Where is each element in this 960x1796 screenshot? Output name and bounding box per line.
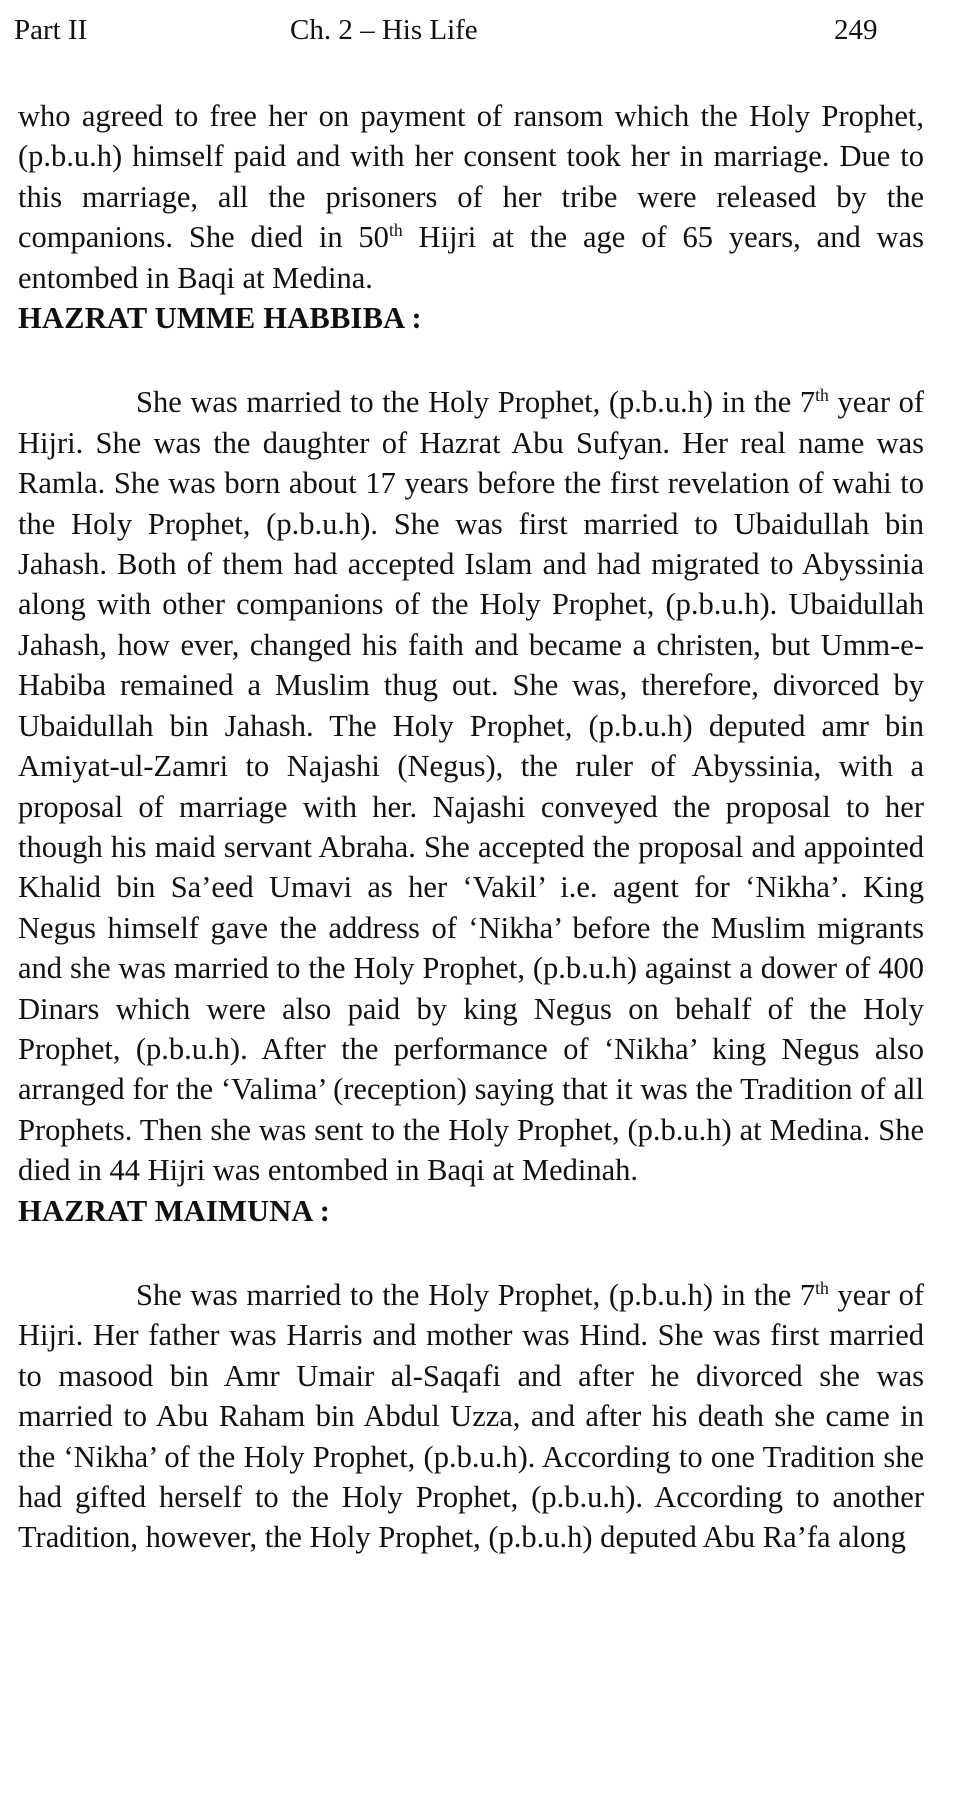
header-part: Part II <box>14 14 88 46</box>
ordinal-superscript: th <box>815 385 829 406</box>
paragraph-continuation <box>18 96 924 298</box>
paragraph-text: year of Hijri. Her father was Harris and mother was Hind. She was first married to masood bin Amr Umair al-Saqafi and after he divorced she was married to Abu Raham bin Abdul Uzza, and after his death she came in the ‘Nikha’ of the Holy Prophet, (p.b.u.h). According to one Tradition she had gifted herself to the Holy Prophet, (p.b.u.h). According to another Tradition, however, the Holy Prophet, (p.b.u.h) deputed Abu Ra’fa along <box>18 1277 924 1555</box>
ordinal-superscript: th <box>388 220 403 241</box>
paragraph-text: She was married to the Holy Prophet, (p.b.u.h) in the 7 <box>136 385 816 420</box>
paragraph-umme-habbiba <box>18 382 924 1190</box>
section-heading-umme-habbiba: HAZRAT UMME HABBIBA : <box>18 301 422 336</box>
page-body <box>18 96 924 1558</box>
spacer <box>18 338 924 382</box>
paragraph-text: Hijri at the age of 65 years, and was entombed in Baqi at Medina. <box>18 220 924 295</box>
running-header <box>14 14 914 46</box>
section-heading-maimuna: HAZRAT MAIMUNA : <box>18 1193 331 1228</box>
spacer <box>18 1231 924 1275</box>
paragraph-text: She was married to the Holy Prophet, (p.b.u.h) in the 7 <box>136 1277 816 1312</box>
ordinal-superscript: th <box>815 1278 829 1299</box>
paragraph-text: who agreed to free her on payment of ransom which the Holy Prophet, (p.b.u.h) himself paid and with her consent took her in marriage. Due to this marriage, all the prisoners of her tribe were released by the companions. She died in 50 <box>18 99 924 255</box>
paragraph-text: year of Hijri. She was the daughter of Hazrat Abu Sufyan. Her real name was Ramla. She was born about 17 years before the first revelation of wahi to the Holy Prophet, (p.b.u.h). She was first married to Ubaidullah bin Jahash. Both of them had accepted Islam and had migrated to Abyssinia along with other companions of the Holy Prophet, (p.b.u.h). Ubaidullah Jahash, how ever, changed his faith and became a christen, but Umm-e-Habiba remained a Muslim thug out. She was, therefore, divorced by Ubaidullah bin Jahash. The Holy Prophet, (p.b.u.h) deputed amr bin Amiyat-ul-Zamri to Najashi (Negus), the ruler of Abyssinia, with a proposal of marriage with her. Najashi conveyed the proposal to her though his maid servant Abraha. She accepted the proposal and appointed Khalid bin Sa’eed Umavi as her ‘Vakil’ i.e. agent for ‘Nikha’. King Negus himself gave the address of ‘Nikha’ before the Muslim migrants and she was married to the Holy Prophet, (p.b.u.h) against a dower of 400 Dinars which were also paid by king Negus on behalf of the Holy Prophet, (p.b.u.h). After the performance of ‘Nikha’ king Negus also arranged for the ‘Valima’ (reception) saying that it was the Tradition of all Prophets. Then she was sent to the Holy Prophet, (p.b.u.h) at Medina. She died in 44 Hijri was entombed in Baqi at Medinah. <box>18 385 924 1188</box>
page-number: 249 <box>834 14 878 46</box>
header-chapter-title: Ch. 2 – His Life <box>290 14 478 46</box>
paragraph-maimuna <box>18 1275 924 1558</box>
